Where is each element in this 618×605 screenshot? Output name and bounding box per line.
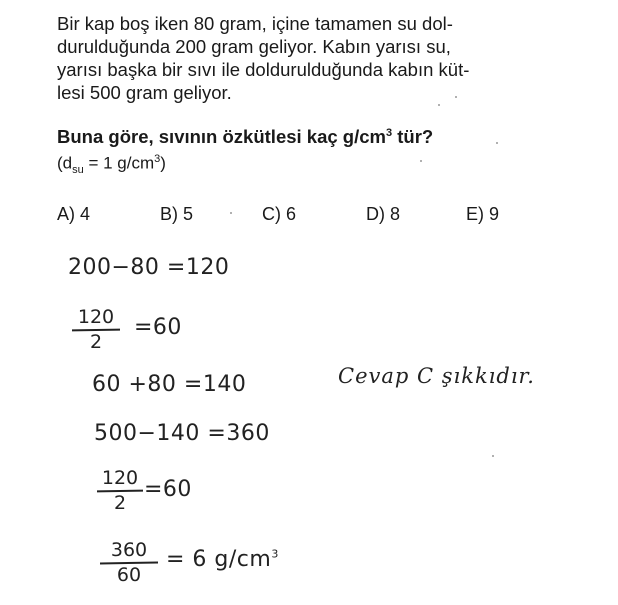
work-step-4: 500−140 =360 bbox=[94, 421, 270, 446]
scan-speck bbox=[438, 104, 440, 106]
problem-line-2: durulduğunda 200 gram geliyor. Kabın yarısı su, bbox=[57, 36, 451, 57]
scan-speck bbox=[496, 142, 498, 144]
option-e: E) 9 bbox=[466, 204, 500, 224]
fraction-2-denominator: 2 bbox=[113, 492, 127, 514]
work-fraction-1-result: =60 bbox=[134, 315, 182, 340]
work-fraction-3-result bbox=[166, 547, 279, 572]
fraction-3-result-text: = 6 g/cm bbox=[166, 547, 272, 572]
option-a: A) 4 bbox=[57, 204, 91, 224]
question-end: tür? bbox=[392, 126, 434, 147]
given-open: (d bbox=[57, 153, 73, 173]
option-d: D) 8 bbox=[366, 204, 401, 224]
option-b: B) 5 bbox=[160, 204, 194, 224]
scan-speck bbox=[230, 212, 232, 214]
fraction-1-bar bbox=[72, 329, 120, 332]
scan-speck bbox=[455, 96, 457, 98]
fraction-3-result-sup: 3 bbox=[271, 547, 279, 561]
work-fraction-3 bbox=[100, 540, 158, 586]
fraction-1-denominator: 2 bbox=[89, 331, 103, 353]
problem-line-1: Bir kap boş iken 80 gram, içine tamamen su dol- bbox=[57, 13, 453, 34]
work-fraction-2-result: =60 bbox=[144, 477, 192, 502]
problem-text bbox=[57, 12, 507, 104]
given-sub: su bbox=[72, 164, 84, 177]
work-fraction-2 bbox=[97, 468, 143, 514]
work-step-1: 200−80 =120 bbox=[68, 255, 230, 280]
given-sup: 3 bbox=[154, 153, 161, 165]
fraction-2-numerator: 120 bbox=[101, 467, 139, 489]
fraction-3-denominator: 60 bbox=[116, 564, 142, 586]
given-mid: = 1 g/cm bbox=[83, 153, 155, 173]
fraction-2-bar bbox=[97, 490, 143, 493]
question-text: Buna göre, sıvının özkütlesi kaç g/cm bbox=[57, 126, 386, 147]
given-density bbox=[57, 153, 166, 176]
answer-note: Cevap C şıkkıdır. bbox=[338, 364, 535, 388]
scan-speck bbox=[420, 160, 422, 162]
question-sup: 3 bbox=[385, 126, 393, 139]
question bbox=[57, 126, 433, 148]
fraction-1-numerator: 120 bbox=[77, 306, 115, 328]
scan-speck bbox=[492, 455, 494, 457]
problem-line-3: yarısı başka bir sıvı ile doldurulduğunda kabın küt- bbox=[57, 59, 470, 80]
work-fraction-1 bbox=[72, 307, 120, 353]
option-c: C) 6 bbox=[262, 204, 297, 224]
work-step-3: 60 +80 =140 bbox=[92, 372, 247, 397]
fraction-3-numerator: 360 bbox=[110, 539, 148, 561]
given-close: ) bbox=[160, 153, 166, 173]
problem-line-4: lesi 500 gram geliyor. bbox=[57, 82, 232, 103]
